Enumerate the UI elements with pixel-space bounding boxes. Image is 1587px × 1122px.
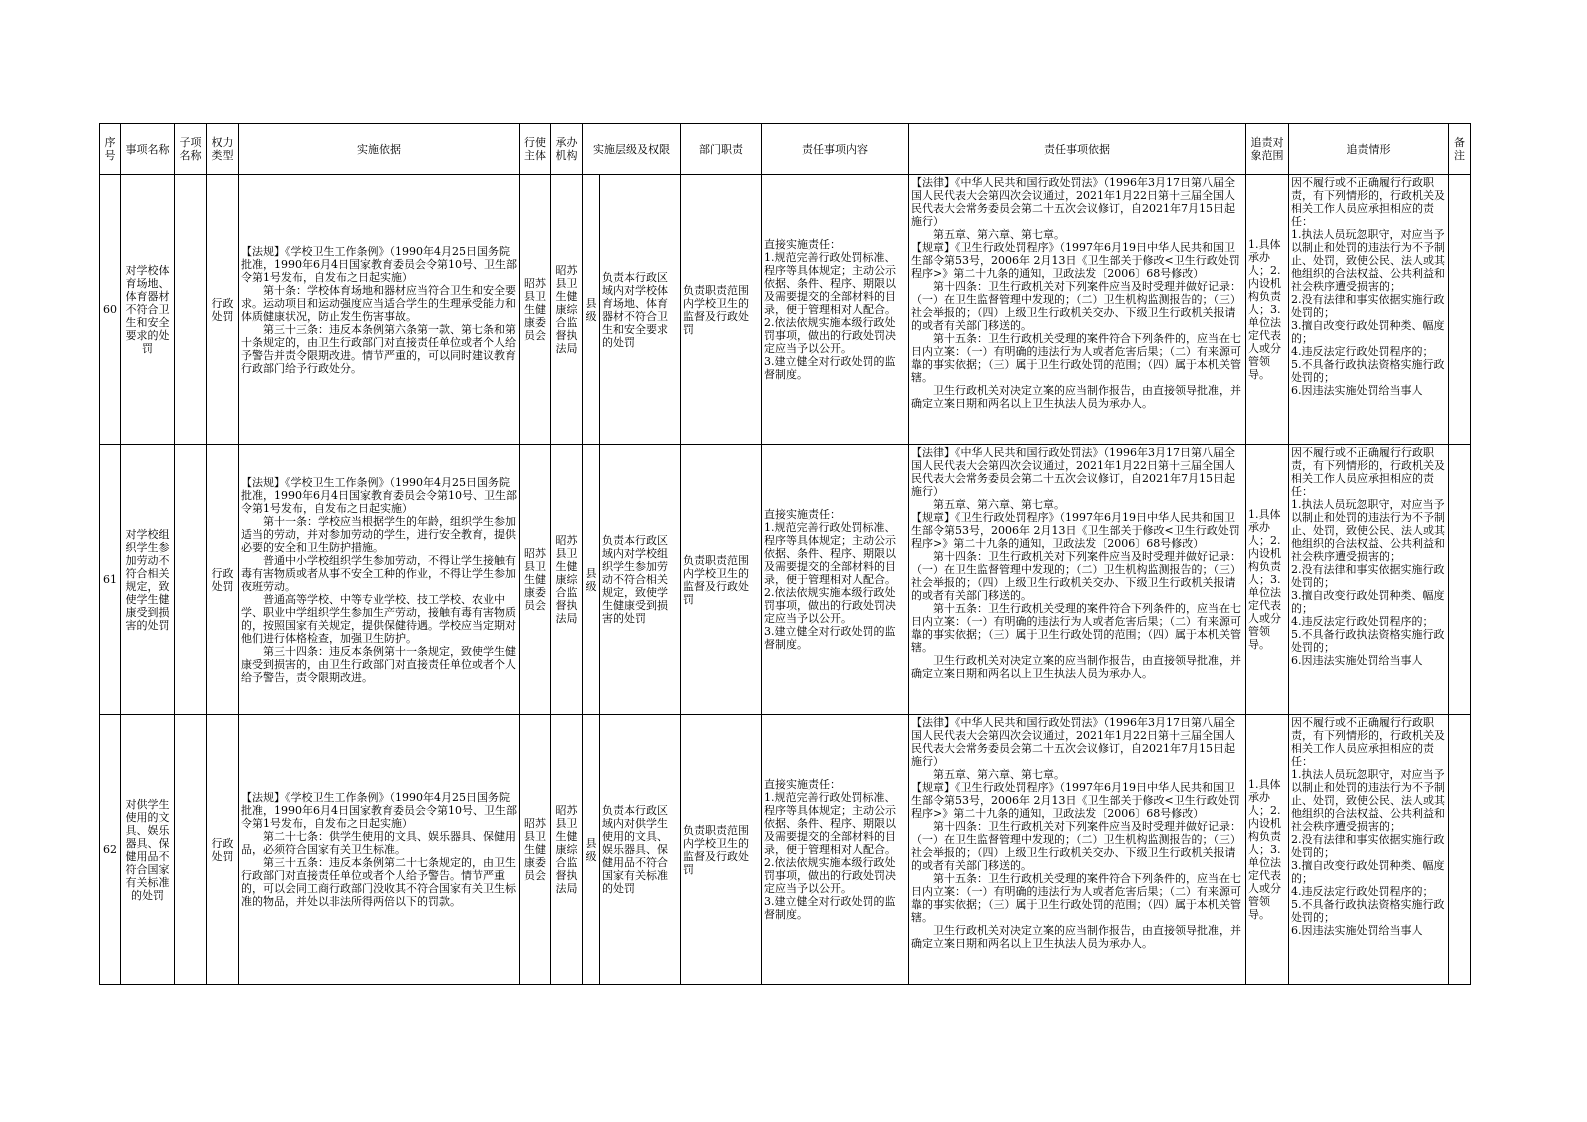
paragraph: 1.执法人员玩忽职守，对应当予以制止和处罚的违法行为不予制止、处罚，致使公民、法人或其他组织的合法权益、公共利益和社会秩序遭受损害的； [1291, 497, 1445, 563]
paragraph: 1.规范完善行政处罚标准、程序等具体规定；主动公示依据、条件、程序、期限以及需要提交的全部材料的目录，便于管理相对人配合。 [764, 251, 896, 316]
paragraph: 第三十三条：违反本条例第六条第一款、第七条和第十条规定的，由卫生行政部门对直接责任单位或者个人给予警告并责令限期改进。情节严重的，可以同时建议教育行政部门给予行政处分。 [241, 322, 516, 375]
header-row [100, 124, 1471, 175]
paragraph: 2.依法依规实施本级行政处罚事项，做出的行政处罚决定应当予以公开。 [764, 316, 896, 355]
paragraph: 2.没有法律和事实依据实施行政处罚的； [1291, 562, 1445, 589]
table-row [100, 445, 1471, 715]
situation-cell [1289, 175, 1449, 445]
paragraph: 卫生行政机关对决定立案的应当制作报告，由直接领导批准，并确定立案日期和两名以上卫生执法人员为承办人。 [911, 383, 1241, 410]
paragraph: 3.擅自改变行政处罚种类、幅度的； [1291, 588, 1445, 615]
power-type-cell: 行政处罚 [207, 175, 239, 445]
power-type-cell: 行政处罚 [207, 445, 239, 715]
resp-content-cell [762, 175, 909, 445]
paragraph: 5.不具备行政执法资格实施行政处罚的； [1291, 357, 1445, 384]
header-level: 实施层级及权限 [583, 124, 681, 175]
resp-basis-cell [909, 175, 1246, 445]
paragraph: 6.因违法实施处罚给当事人 [1291, 383, 1423, 397]
paragraph: 5.不具备行政执法资格实施行政处罚的； [1291, 897, 1445, 924]
header-power-type: 权力类型 [207, 124, 239, 175]
paragraph: 4.违反法定行政处罚程序的； [1291, 344, 1434, 358]
paragraph: 3.建立健全对行政处罚的监督制度。 [764, 355, 896, 381]
paragraph: 第五章、第六章、第七章。 [933, 767, 1065, 781]
paragraph: 因不履行或不正确履行行政职责，有下列情形的，行政机关及相关工作人员应承担相应的责任： [1291, 175, 1445, 228]
level-a-cell: 县级 [583, 175, 600, 445]
table-row [100, 175, 1471, 445]
paragraph: 第十条：学校体育场地和器材应当符合卫生和安全要求。运动项目和运动强度应当适合学生的生理承受能力和体质健康状况，防止发生伤害事故。 [241, 283, 516, 323]
basis-cell [239, 445, 520, 715]
paragraph: 卫生行政机关对决定立案的应当制作报告，由直接领导批准，并确定立案日期和两名以上卫生执法人员为承办人。 [911, 653, 1241, 680]
paragraph: 6.因违法实施处罚给当事人 [1291, 653, 1423, 667]
header-dept-duty: 部门职责 [681, 124, 762, 175]
level-b-cell: 负责本行政区域内对学校组织学生参加劳动不符合相关规定，致使学生健康受到损害的处罚 [600, 445, 681, 715]
paragraph: 第十五条：卫生行政机关受理的案件符合下列条件的，应当在七日内立案：（一）有明确的违法行为人或者危害后果；（二）有来源可靠的事实依据；（三）属于卫生行政处罚的范围；（四）属于本机关管辖。 [911, 331, 1241, 384]
item-name-cell: 对学校组织学生参加劳动不符合相关规定，致使学生健康受到损害的处罚 [121, 445, 175, 715]
paragraph: 1.执法人员玩忽职守，对应当予以制止和处罚的违法行为不予制止、处罚，致使公民、法人或其他组织的合法权益、公共利益和社会秩序遭受损害的； [1291, 227, 1445, 293]
dept-duty-cell: 负责职责范围内学校卫生的监督及行政处罚 [681, 445, 762, 715]
paragraph: 【法规】《学校卫生工作条例》（1990年4月25日国务院批准，1990年6月4日国家教育委员会令第10号、卫生部令第1号发布，自发布之日起实施） [241, 475, 517, 515]
paragraph: 【法律】《中华人民共和国行政处罚法》（1996年3月17日第八届全国人民代表大会第四次会议通过，2021年1月22日第十三届全国人民代表大会常务委员会第二十五次会议修订，自2021年7月15日起施行） [911, 445, 1235, 498]
paragraph: 3.建立健全对行政处罚的监督制度。 [764, 625, 896, 651]
basis-cell [239, 715, 520, 985]
subject-cell: 昭苏县卫生健康委员会 [520, 715, 551, 985]
item-name-cell: 对学校体育场地、体育器材不符合卫生和安全要求的处罚 [121, 175, 175, 445]
paragraph: 【法规】《学校卫生工作条例》（1990年4月25日国务院批准，1990年6月4日国家教育委员会令第10号、卫生部令第1号发布，自发布之日起实施） [241, 791, 517, 830]
paragraph: 【法律】《中华人民共和国行政处罚法》（1996年3月17日第八届全国人民代表大会第四次会议通过，2021年1月22日第十三届全国人民代表大会常务委员会第二十五次会议修订，自2021年7月15日起施行） [911, 175, 1235, 228]
resp-content-cell [762, 445, 909, 715]
agency-cell: 昭苏县卫生健康综合监督执法局 [551, 445, 583, 715]
paragraph: 【规章】《卫生行政处罚程序》（1997年6月19日中华人民共和国卫生部令第53号，2006年 2月13日《卫生部关于修改<卫生行政处罚程序>》第二十九条的通知，卫政法发〔2006〕68号修改） [911, 240, 1240, 280]
paragraph: 直接实施责任： [764, 238, 841, 251]
sub-item-cell [175, 715, 207, 985]
paragraph: 第十四条：卫生行政机关对下列案件应当及时受理并做好记录：（一）在卫生监督管理中发现的；（二）卫生机构监测报告的；（三）社会举报的；（四）上级卫生行政机关交办、下级卫生行政机关报请的或者有关部门移送的。 [911, 819, 1241, 872]
paragraph: 5.不具备行政执法资格实施行政处罚的； [1291, 627, 1445, 654]
subject-cell: 昭苏县卫生健康委员会 [520, 445, 551, 715]
paragraph: 普通中小学校组织学生参加劳动，不得让学生接触有毒有害物质或者从事不安全工种的作业，不得让学生参加夜班劳动。 [241, 553, 516, 593]
paragraph: 卫生行政机关对决定立案的应当制作报告，由直接领导批准，并确定立案日期和两名以上卫生执法人员为承办人。 [911, 923, 1241, 950]
paragraph: 2.没有法律和事实依据实施行政处罚的； [1291, 292, 1445, 319]
scope-cell: 1.具体承办人；2.内设机构负责人；3.单位法定代表人或分管领导。 [1246, 175, 1289, 445]
scope-cell: 1.具体承办人；2.内设机构负责人；3.单位法定代表人或分管领导。 [1246, 445, 1289, 715]
resp-basis-cell [909, 445, 1246, 715]
table-body [100, 175, 1471, 985]
paragraph: 4.违反法定行政处罚程序的； [1291, 614, 1434, 628]
seq-cell: 60 [100, 175, 121, 445]
dept-duty-cell: 负责职责范围内学校卫生的监督及行政处罚 [681, 175, 762, 445]
power-list-table [99, 123, 1471, 985]
level-a-cell: 县级 [583, 445, 600, 715]
seq-cell: 62 [100, 715, 121, 985]
header-resp-content: 责任事项内容 [762, 124, 909, 175]
paragraph: 1.规范完善行政处罚标准、程序等具体规定；主动公示依据、条件、程序、期限以及需要提交的全部材料的目录，便于管理相对人配合。 [764, 791, 896, 856]
note-cell [1449, 715, 1471, 985]
paragraph: 第二十七条：供学生使用的文具、娱乐器具、保健用品，必须符合国家有关卫生标准。 [241, 830, 516, 856]
header-sub-item: 子项名称 [175, 124, 207, 175]
scope-cell: 1.具体承办人；2.内设机构负责人；3.单位法定代表人或分管领导。 [1246, 715, 1289, 985]
header-item-name: 事项名称 [121, 124, 175, 175]
dept-duty-cell: 负责职责范围内学校卫生的监督及行政处罚 [681, 715, 762, 985]
paragraph: 因不履行或不正确履行行政职责，有下列情形的，行政机关及相关工作人员应承担相应的责任： [1291, 715, 1445, 768]
paragraph: 第三十四条：违反本条例第十一条规定，致使学生健康受到损害的，由卫生行政部门对直接责任单位或者个人给予警告，责令限期改进。 [241, 644, 516, 684]
situation-cell [1289, 715, 1449, 985]
paragraph: 2.依法依规实施本级行政处罚事项，做出的行政处罚决定应当予以公开。 [764, 586, 896, 625]
paragraph: 第十五条：卫生行政机关受理的案件符合下列条件的，应当在七日内立案：（一）有明确的违法行为人或者危害后果；（二）有来源可靠的事实依据；（三）属于卫生行政处罚的范围；（四）属于本机关管辖。 [911, 601, 1241, 654]
situation-cell [1289, 445, 1449, 715]
resp-content-cell [762, 715, 909, 985]
subject-cell: 昭苏县卫生健康委员会 [520, 175, 551, 445]
header-situation: 追责情形 [1289, 124, 1449, 175]
note-cell [1449, 445, 1471, 715]
level-a-cell: 县级 [583, 715, 600, 985]
paragraph: 4.违反法定行政处罚程序的； [1291, 884, 1434, 898]
header-seq: 序号 [100, 124, 121, 175]
note-cell [1449, 175, 1471, 445]
paragraph: 第五章、第六章、第七章。 [933, 497, 1065, 511]
header-resp-basis: 责任事项依据 [909, 124, 1246, 175]
sub-item-cell [175, 445, 207, 715]
header-subject: 行使主体 [520, 124, 551, 175]
paragraph: 2.依法依规实施本级行政处罚事项，做出的行政处罚决定应当予以公开。 [764, 856, 896, 895]
paragraph: 3.擅自改变行政处罚种类、幅度的； [1291, 858, 1445, 885]
paragraph: 第十四条：卫生行政机关对下列案件应当及时受理并做好记录：（一）在卫生监督管理中发现的；（二）卫生机构监测报告的；（三）社会举报的；（四）上级卫生行政机关交办、下级卫生行政机关报请的或者有关部门移送的。 [911, 549, 1241, 602]
paragraph: 1.执法人员玩忽职守，对应当予以制止和处罚的违法行为不予制止、处罚，致使公民、法人或其他组织的合法权益、公共利益和社会秩序遭受损害的； [1291, 767, 1445, 833]
item-name-cell: 对供学生使用的文具、娱乐器具、保健用品不符合国家有关标准的处罚 [121, 715, 175, 985]
header-basis: 实施依据 [239, 124, 520, 175]
paragraph: 第五章、第六章、第七章。 [933, 227, 1065, 241]
level-b-cell: 负责本行政区域内对供学生使用的文具、娱乐器具、保健用品不符合国家有关标准的处罚 [600, 715, 681, 985]
seq-cell: 61 [100, 445, 121, 715]
agency-cell: 昭苏县卫生健康综合监督执法局 [551, 715, 583, 985]
paragraph: 2.没有法律和事实依据实施行政处罚的； [1291, 832, 1445, 859]
paragraph: 【规章】《卫生行政处罚程序》（1997年6月19日中华人民共和国卫生部令第53号，2006年 2月13日《卫生部关于修改<卫生行政处罚程序>》第二十九条的通知，卫政法发〔2006〕68号修改） [911, 780, 1240, 820]
paragraph: 直接实施责任： [764, 508, 841, 521]
paragraph: 6.因违法实施处罚给当事人 [1291, 923, 1423, 937]
table-row [100, 715, 1471, 985]
header-scope: 追责对象范围 [1246, 124, 1289, 175]
paragraph: 【规章】《卫生行政处罚程序》（1997年6月19日中华人民共和国卫生部令第53号，2006年 2月13日《卫生部关于修改<卫生行政处罚程序>》第二十九条的通知，卫政法发〔2006〕68号修改） [911, 510, 1240, 550]
power-type-cell: 行政处罚 [207, 715, 239, 985]
level-b-cell: 负责本行政区域内对学校体育场地、体育器材不符合卫生和安全要求的处罚 [600, 175, 681, 445]
paragraph: 【法规】《学校卫生工作条例》（1990年4月25日国务院批准，1990年6月4日国家教育委员会令第10号、卫生部令第1号发布，自发布之日起实施） [241, 244, 517, 284]
paragraph: 第十五条：卫生行政机关受理的案件符合下列条件的，应当在七日内立案：（一）有明确的违法行为人或者危害后果；（二）有来源可靠的事实依据；（三）属于卫生行政处罚的范围；（四）属于本机关管辖。 [911, 871, 1241, 924]
basis-cell [239, 175, 520, 445]
paragraph: 3.建立健全对行政处罚的监督制度。 [764, 895, 896, 921]
paragraph: 第十四条：卫生行政机关对下列案件应当及时受理并做好记录：（一）在卫生监督管理中发现的；（二）卫生机构监测报告的；（三）社会举报的；（四）上级卫生行政机关交办、下级卫生行政机关报请的或者有关部门移送的。 [911, 279, 1241, 332]
paragraph: 3.擅自改变行政处罚种类、幅度的； [1291, 318, 1445, 345]
agency-cell: 昭苏县卫生健康综合监督执法局 [551, 175, 583, 445]
paragraph: 第三十五条：违反本条例第二十七条规定的，由卫生行政部门对直接责任单位或者个人给予警告。情节严重的，可以会同工商行政部门没收其不符合国家有关卫生标准的物品，并处以非法所得两倍以下的罚款。 [241, 856, 516, 908]
paragraph: 第十一条：学校应当根据学生的年龄，组织学生参加适当的劳动，并对参加劳动的学生，进行安全教育，提供必要的安全和卫生防护措施。 [241, 514, 516, 554]
header-note: 备注 [1449, 124, 1471, 175]
paragraph: 【法律】《中华人民共和国行政处罚法》（1996年3月17日第八届全国人民代表大会第四次会议通过，2021年1月22日第十三届全国人民代表大会常务委员会第二十五次会议修订，自2021年7月15日起施行） [911, 715, 1235, 768]
sub-item-cell [175, 175, 207, 445]
resp-basis-cell [909, 715, 1246, 985]
paragraph: 普通高等学校、中等专业学校、技工学校、农业中学、职业中学组织学生参加生产劳动，接触有毒有害物质的，按照国家有关规定，提供保健待遇。学校应当定期对他们进行体格检查，加强卫生防护。 [241, 592, 516, 645]
paragraph: 直接实施责任： [764, 778, 841, 791]
paragraph: 因不履行或不正确履行行政职责，有下列情形的，行政机关及相关工作人员应承担相应的责任： [1291, 445, 1445, 498]
paragraph: 1.规范完善行政处罚标准、程序等具体规定；主动公示依据、条件、程序、期限以及需要提交的全部材料的目录，便于管理相对人配合。 [764, 521, 896, 586]
header-agency: 承办机构 [551, 124, 583, 175]
